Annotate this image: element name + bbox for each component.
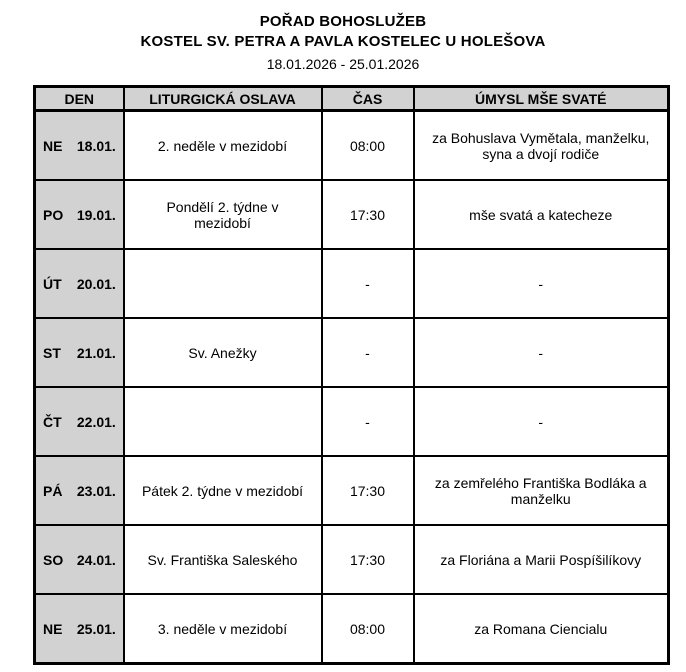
schedule-table-header: [35, 87, 669, 111]
day-cell: [35, 456, 124, 525]
table-row: [35, 318, 669, 387]
column-header-liturgicka-oslava: LITURGICKÁ OSLAVA: [124, 87, 322, 111]
day-cell: [35, 525, 124, 594]
time-cell: 17:30: [322, 180, 414, 249]
column-header-cas: ČAS: [322, 87, 414, 111]
header-row: [35, 87, 669, 111]
liturgical-celebration-cell: Sv. Františka Saleského: [124, 525, 322, 594]
mass-intention-cell: -: [414, 318, 669, 387]
mass-intention-cell: -: [414, 249, 669, 318]
day-date: 21.01.: [76, 344, 116, 361]
time-cell: -: [322, 387, 414, 456]
liturgical-celebration-cell: Pondělí 2. týdne v mezidobí: [124, 180, 322, 249]
date-range: 18.01.2026 - 25.01.2026: [266, 56, 420, 72]
mass-intention-cell: za zemřelého Františka Bodláka a manželku: [414, 456, 669, 525]
document-header: [0, 0, 686, 74]
time-cell: 08:00: [322, 111, 414, 181]
day-abbreviation: PÁ: [43, 482, 63, 499]
mass-intention-cell: za Floriána a Marii Pospíšilíkovy: [414, 525, 669, 594]
day-date: 22.01.: [76, 413, 116, 430]
page-subtitle: KOSTEL SV. PETRA A PAVLA KOSTELEC U HOLEŠOVA: [140, 33, 546, 50]
day-abbreviation: PO: [43, 206, 64, 223]
liturgical-celebration-cell: Sv. Anežky: [124, 318, 322, 387]
day-date: 20.01.: [76, 275, 116, 292]
schedule-table-body: [35, 111, 669, 664]
schedule-table: [33, 85, 670, 665]
day-cell: [35, 594, 124, 664]
time-cell: 17:30: [322, 525, 414, 594]
day-abbreviation: NE: [43, 620, 63, 637]
day-abbreviation: SO: [43, 551, 64, 568]
mass-intention-cell: mše svatá a katecheze: [414, 180, 669, 249]
day-abbreviation: ÚT: [43, 275, 62, 292]
page-title: POŘAD BOHOSLUŽEB: [259, 13, 427, 30]
table-row: [35, 387, 669, 456]
liturgical-celebration-cell: Pátek 2. týdne v mezidobí: [124, 456, 322, 525]
liturgical-celebration-cell: 3. neděle v mezidobí: [124, 594, 322, 664]
day-cell: [35, 180, 124, 249]
day-date: 23.01.: [76, 482, 116, 499]
time-cell: 17:30: [322, 456, 414, 525]
liturgical-celebration-cell: 2. neděle v mezidobí: [124, 111, 322, 181]
time-cell: -: [322, 318, 414, 387]
table-row: [35, 249, 669, 318]
table-row: [35, 456, 669, 525]
time-cell: -: [322, 249, 414, 318]
column-header-den: DEN: [35, 87, 124, 111]
mass-intention-cell: za Bohuslava Vymětala, manželku, syna a dvojí rodiče: [414, 111, 669, 181]
day-abbreviation: ST: [43, 344, 61, 361]
day-date: 24.01.: [76, 551, 116, 568]
mass-intention-cell: -: [414, 387, 669, 456]
table-row: [35, 111, 669, 181]
day-date: 25.01.: [76, 620, 116, 637]
column-header-umysl-mse-svate: ÚMYSL MŠE SVATÉ: [414, 87, 669, 111]
day-date: 18.01.: [76, 137, 116, 154]
day-date: 19.01.: [76, 206, 116, 223]
day-cell: [35, 387, 124, 456]
day-abbreviation: NE: [43, 137, 63, 154]
table-row: [35, 180, 669, 249]
liturgical-celebration-cell: [124, 387, 322, 456]
day-abbreviation: ČT: [43, 413, 62, 430]
day-cell: [35, 318, 124, 387]
day-cell: [35, 111, 124, 181]
day-cell: [35, 249, 124, 318]
table-row: [35, 594, 669, 664]
liturgical-celebration-cell: [124, 249, 322, 318]
table-row: [35, 525, 669, 594]
time-cell: 08:00: [322, 594, 414, 664]
mass-intention-cell: za Romana Ciencialu: [414, 594, 669, 664]
